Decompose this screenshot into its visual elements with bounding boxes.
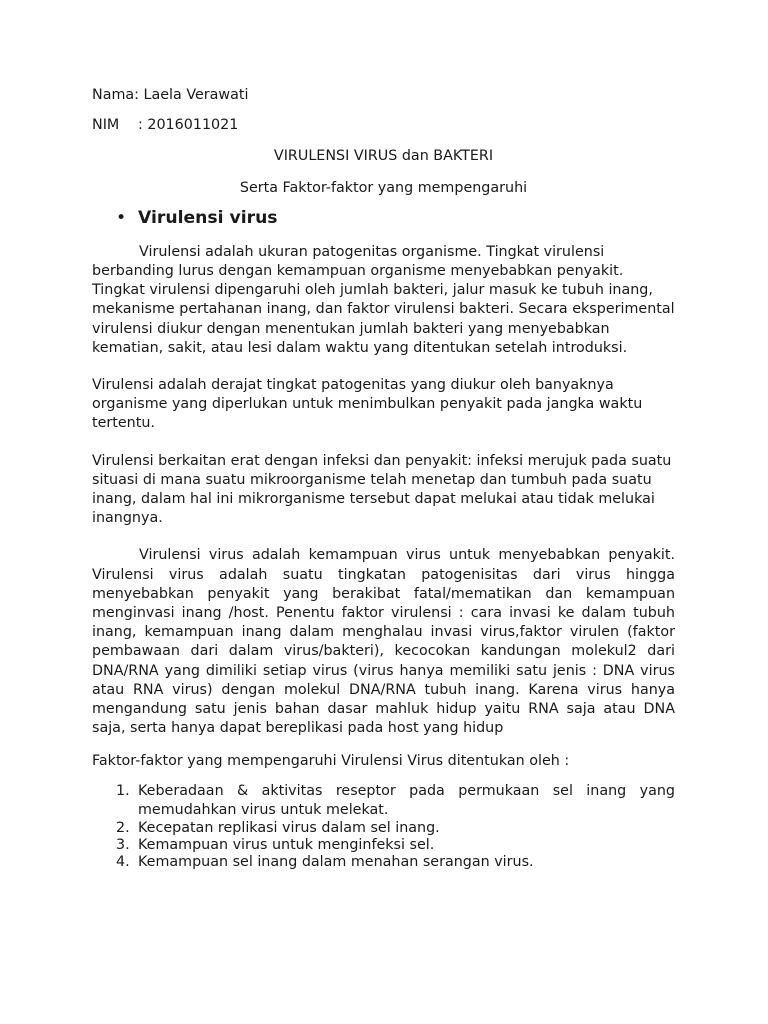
list-item-text: Kemampuan sel inang dalam menahan serangan virus. xyxy=(138,854,534,871)
list-item-text: Kecepatan replikasi virus dalam sel inang. xyxy=(138,820,440,837)
list-number: 3. xyxy=(116,837,130,854)
name-label: Nama: xyxy=(92,87,139,103)
bullet-icon: • xyxy=(116,207,127,228)
factors-list xyxy=(92,782,675,871)
list-number: 1. xyxy=(116,782,130,799)
document-page xyxy=(92,86,675,871)
paragraph-2: Virulensi adalah derajat tingkat patogenitas yang diukur oleh banyaknya organisme yang diperlukan untuk menimbulkan penyakit pada jangka waktu tertentu. xyxy=(92,377,643,432)
list-item xyxy=(92,782,675,820)
section-heading-text: Virulensi virus xyxy=(138,207,278,228)
list-item xyxy=(92,854,675,871)
factors-intro: Faktor-faktor yang mempengaruhi Virulensi Virus ditentukan oleh : xyxy=(92,753,570,770)
list-number: 4. xyxy=(116,854,130,871)
paragraph-4: Virulensi virus adalah kemampuan virus untuk menyebabkan penyakit. Virulensi virus adalah suatu tingkatan patogenisitas dari virus hingga menyebabkan penyakit yang berakibat fatal/mematikan dan kemampuan menginvasi inang /host. Penentu faktor virulensi : cara invasi ke dalam tubuh inang, kemampuan inang dalam menghalau invasi virus,faktor virulen (faktor pembawaan dari dalam virus/bakteri), kecocokan kandungan molekul2 dari DNA/RNA yang dimiliki setiap virus (virus hanya memiliki satu jenis : DNA virus atau RNA virus) dengan molekul DNA/RNA tubuh inang. Karena virus hanya mengandung satu jenis bahan dasar mahluk hidup yaitu RNA saja atau DNA saja, serta hanya dapat bereplikasi pada host yang hidup xyxy=(92,547,675,737)
paragraph-1: Virulensi adalah ukuran patogenitas organisme. Tingkat virulensi berbanding lurus dengan kemampuan organisme menyebabkan penyakit. Tingkat virulensi dipengaruhi oleh jumlah bakteri, jalur masuk ke tubuh inang, mekanisme pertahanan inang, dan faktor virulensi bakteri. Secara eksperimental virulensi diukur dengan menentukan jumlah bakteri yang menyebabkan kematian, sakit, atau lesi dalam waktu yang ditentukan setelah introduksi. xyxy=(92,243,675,356)
list-item-text: Kemampuan virus untuk menginfeksi sel. xyxy=(138,837,435,854)
student-id-line xyxy=(92,116,675,135)
list-item xyxy=(92,820,675,837)
document-subtitle: Serta Faktor-faktor yang mempengaruhi xyxy=(239,179,528,196)
student-id: : 2016011021 xyxy=(138,117,239,134)
id-label: NIM xyxy=(92,117,120,134)
student-name-line xyxy=(92,86,675,105)
list-item-text: Keberadaan & aktivitas reseptor pada permukaan sel inang yang memudahkan virus untuk melekat. xyxy=(138,782,675,818)
student-name: Laela Verawati xyxy=(143,87,249,103)
list-item xyxy=(92,837,675,854)
paragraph-3: Virulensi berkaitan erat dengan infeksi dan penyakit: infeksi merujuk pada suatu situasi di mana suatu mikroorganisme telah menetap dan tumbuh pada suatu inang, dalam hal ini mikrorganisme tersebut dapat melukai atau tidak melukai inangnya. xyxy=(92,452,672,527)
document-title: VIRULENSI VIRUS dan BAKTERI xyxy=(273,148,494,165)
list-number: 2. xyxy=(116,820,130,837)
section-heading xyxy=(92,206,675,230)
